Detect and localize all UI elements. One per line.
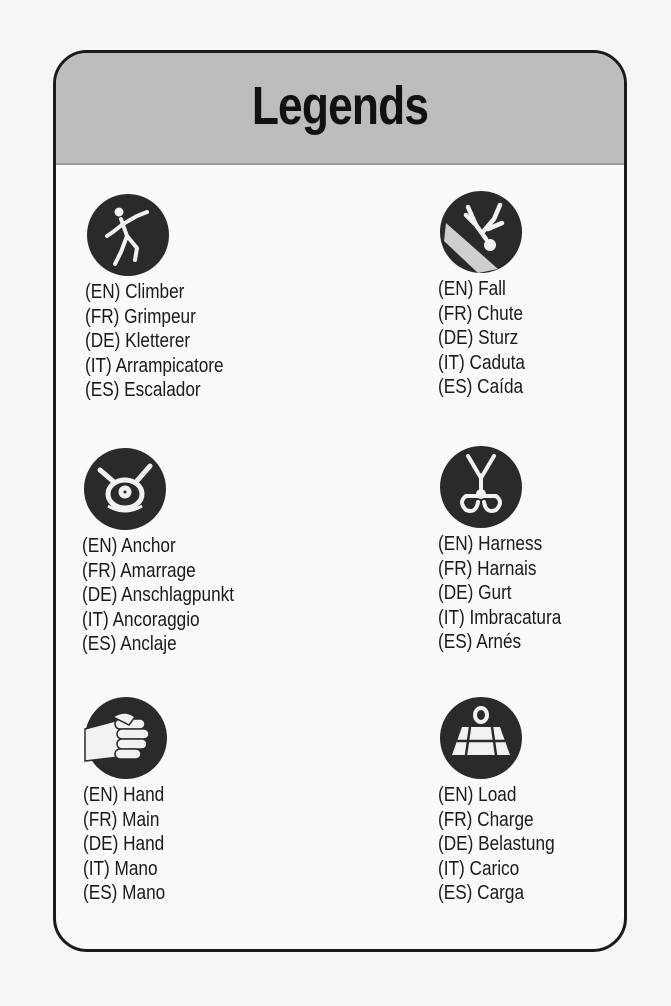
legend-labels-anchor	[82, 534, 259, 657]
legend-label: (EN) Load	[438, 784, 517, 806]
legend-label: (DE) Sturz	[438, 327, 519, 350]
legend-label: (ES) Escalador	[85, 379, 201, 402]
legend-label: (DE) Kletterer	[85, 330, 191, 353]
hand-icon	[83, 695, 169, 781]
legend-label: (DE) Hand	[83, 833, 165, 856]
legend-label: (FR) Main	[83, 808, 160, 831]
load-icon	[438, 695, 524, 781]
anchor-icon	[82, 446, 168, 532]
legend-label: (DE) Anschlagpunkt	[82, 584, 235, 607]
legend-labels-fall	[438, 277, 539, 400]
legend-label: (FR) Harnais	[438, 557, 537, 580]
climber-icon	[85, 192, 171, 278]
legend-label: (ES) Anclaje	[82, 633, 177, 656]
legend-label: (ES) Carga	[438, 882, 525, 905]
legend-labels-climber	[85, 280, 246, 403]
legend-label: (IT) Ancoraggio	[82, 608, 200, 631]
legend-label: (DE) Gurt	[438, 582, 512, 605]
legend-label: (EN) Anchor	[82, 535, 176, 557]
legend-label: (IT) Carico	[438, 857, 520, 880]
legend-label: (ES) Arnés	[438, 631, 522, 654]
fall-icon	[438, 189, 524, 275]
legend-label: (IT) Imbracatura	[438, 606, 562, 629]
legend-labels-load	[438, 783, 574, 906]
legend-label: (IT) Arrampicatore	[85, 354, 224, 377]
legend-label: (FR) Grimpeur	[85, 305, 196, 328]
legend-labels-harness	[438, 532, 581, 655]
legend-label: (ES) Caída	[438, 376, 524, 399]
legend-label: (DE) Belastung	[438, 833, 555, 856]
legend-label: (IT) Mano	[83, 857, 158, 880]
legend-label: (ES) Mano	[83, 882, 166, 905]
legend-label: (FR) Amarrage	[82, 559, 196, 582]
legend-label: (IT) Caduta	[438, 351, 525, 374]
legend-label: (EN) Hand	[83, 784, 165, 806]
legend-labels-hand	[83, 783, 179, 906]
page-title: Legends	[251, 76, 429, 136]
legend-label: (EN) Harness	[438, 533, 543, 555]
harness-icon	[438, 444, 524, 530]
legend-label: (FR) Chute	[438, 302, 524, 325]
legend-label: (EN) Climber	[85, 281, 185, 303]
legend-label: (EN) Fall	[438, 278, 506, 300]
legend-header	[56, 53, 624, 165]
legend-label: (FR) Charge	[438, 808, 534, 831]
